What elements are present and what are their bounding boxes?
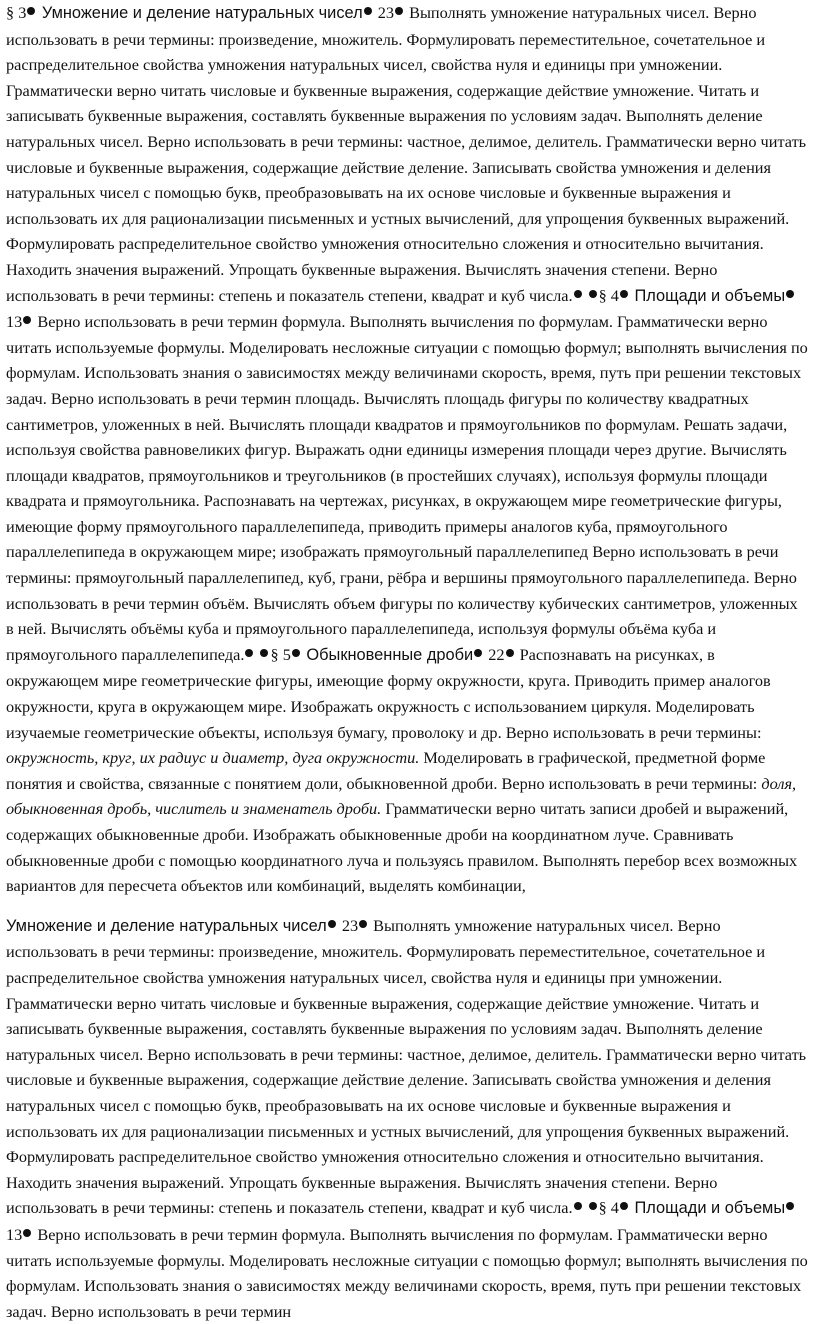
section-3-hours: 23 xyxy=(373,3,395,22)
bullet-icon xyxy=(786,1202,794,1210)
section-5-text-c: Грамматически верно читать записи дробей и выражений, содержащих обыкновенные дроби. Изображать обыкновенные дроби на координатном луче. Сравнивать обыкновенные дроби с помощью координатного луча и пользуясь правилом. Выполнять перебор всех возможных вариантов для пересчета объектов или комбинаций, выделять комбинации, xyxy=(6,799,798,896)
section-3-text: Выполнять умножение натуральных чисел. Верно использовать в речи термины: произведение, множитель. Формулировать переместительное, сочетательное и распределительное свойства умножения натуральных чисел, свойства нуля и единицы при умножении. Грамматически верно читать числовые и буквенные выражения, содержащие действие умножение. Читать и записывать буквенные выражения, составлять буквенные выражения по условиям задач. Выполнять деление натуральных чисел. Верно использовать в речи термины: частное, делимое, делитель. Грамматически верно читать числовые и буквенные выражения, содержащие действие деление. Записывать свойства умножения и деления натуральных чисел с помощью букв, преобразовывать на их основе числовые и буквенные выражения и использовать их для рационализации письменных и устных вычислений, для упрощения буквенных выражений. Формулировать распределительное свойство умножения относительно сложения и относительно вычитания. Находить значения выражений. Упрощать буквенные выражения. Вычислять значения степени. Верно использовать в речи термины: степень и показатель степени, квадрат и куб числа. xyxy=(6,3,807,305)
section-3-title: Умножение и деление натуральных чисел xyxy=(6,916,327,935)
section-3-hours: 23 xyxy=(337,915,359,935)
section-3-label: § 3 xyxy=(6,3,27,22)
bullet-icon xyxy=(474,649,482,657)
section-4-text: Верно использовать в речи термин формула. Выполнять вычисления по формулам. Грамматически верно читать используемые формулы. Моделировать несложные ситуации с помощью формул; выполнять вычисления по формулам. Использовать знания о зависимостях между величинами скорость, время, путь при решении текстовых задач. Верно использовать в речи термин площадь. Вычислять площадь фигуры по количеству квадратных сантиметров, уложенных в ней. Вычислять площади квадратов и прямоугольников по формулам. Решать задачи, используя свойства равновеликих фигур. Выражать одни единицы измерения площади через другие. Вычислять площади квадратов, прямоугольников и треугольников (в простейших случаях), используя формулы площади квадрата и прямоугольника. Распознавать на чертежах, рисунках, в окружающем мире геометрические фигуры, имеющие форму прямоугольного параллелепипеда, приводить примеры аналогов куба, прямоугольного параллелепипеда в окружающем мире; изображать прямоугольный параллелепипед Верно использовать в речи термины: прямоугольный параллелепипед, куб, грани, рёбра и вершины прямоугольного параллелепипеда. Верно использовать в речи термин объём. Вычислять объем фигуры по количеству кубических сантиметров, уложенных в ней. Вычислять объёмы куба и прямоугольного параллелепипеда, используя формулы объёма куба и прямоугольного параллелепипеда. xyxy=(6,312,808,664)
bullet-icon xyxy=(260,649,268,657)
section-4-title: Площади и объемы xyxy=(629,286,786,305)
bullet-icon xyxy=(328,920,336,928)
section-4-hours: 13 xyxy=(6,312,23,332)
bullet-icon xyxy=(395,7,403,15)
bullet-icon xyxy=(589,1202,597,1210)
section-4-label: § 4 xyxy=(598,285,619,305)
section-5-terms-circle: окружность, круг, их радиус и диаметр, дуга окружности. xyxy=(6,748,420,768)
bullet-icon xyxy=(245,649,253,657)
bullet-icon xyxy=(23,316,31,324)
section-5-label: § 5 xyxy=(270,644,291,664)
bullet-icon xyxy=(620,1202,628,1210)
section-5-hours: 22 xyxy=(484,644,505,664)
paragraph-2 xyxy=(6,913,808,1324)
section-5-terms-fraction: доля, обыкновенная дробь, числитель и знаменатель дроби. xyxy=(6,773,797,819)
bullet-icon xyxy=(359,920,367,928)
section-4-hours: 13 xyxy=(6,1224,23,1244)
section-4-label: § 4 xyxy=(598,1198,619,1218)
bullet-icon xyxy=(292,649,300,657)
section-5-title: Обыкновенные дроби xyxy=(301,645,474,664)
section-3-title: Умножение и деление натуральных чисел xyxy=(37,4,363,22)
bullet-icon xyxy=(574,1202,582,1210)
section-5-text-a: Распознавать на рисунках, в окружающем мире геометрические фигуры, имеющие форму окружности, круга. Приводить пример аналогов окружности, круга в окружающем мире. Изображать окружность с использованием циркуля. Моделировать изучаемые геометрические объекты, используя бумагу, проволоку и др. Верно использовать в речи термины: xyxy=(6,644,771,742)
bullet-icon xyxy=(589,290,597,298)
section-4-title: Площади и объемы xyxy=(629,1199,786,1218)
bullet-icon xyxy=(786,290,794,298)
bullet-icon xyxy=(23,1229,31,1237)
bullet-icon xyxy=(506,649,514,657)
bullet-icon xyxy=(27,7,35,15)
section-5-text-b: Моделировать в графической, предметной форме понятия и свойства, связанные с понятием доли, обыкновенной дроби. Верно использовать в речи термины: xyxy=(6,748,766,793)
section-3-text: Выполнять умножение натуральных чисел. Верно использовать в речи термины: произведение, множитель. Формулировать переместительное, сочетательное и распределительное свойства умножения натуральных чисел, свойства нуля и единицы при умножении. Грамматически верно читать числовые и буквенные выражения, содержащие действие умножение. Читать и записывать буквенные выражения, составлять буквенные выражения по условиям задач. Выполнять деление натуральных чисел. Верно использовать в речи термины: частное, делимое, делитель. Грамматически верно читать числовые и буквенные выражения, содержащие действие деление. Записывать свойства умножения и деления натуральных чисел с помощью букв, преобразовывать на их основе числовые и буквенные выражения и использовать их для рационализации письменных и устных вычислений, для упрощения буквенных выражений. Формулировать распределительное свойство умножения относительно сложения и относительно вычитания. Находить значения выражений. Упрощать буквенные выражения. Вычислять значения степени. Верно использовать в речи термины: степень и показатель степени, квадрат и куб числа. xyxy=(6,915,807,1218)
bullet-icon xyxy=(364,7,372,15)
section-4-text: Верно использовать в речи термин формула. Выполнять вычисления по формулам. Грамматически верно читать используемые формулы. Моделировать несложные ситуации с помощью формул; выполнять вычисления по формулам. Использовать знания о зависимостях между величинами скорость, время, путь при решении текстовых задач. Верно использовать в речи термин xyxy=(6,1224,808,1321)
bullet-icon xyxy=(574,290,582,298)
paragraph-1 xyxy=(6,0,808,899)
bullet-icon xyxy=(620,290,628,298)
